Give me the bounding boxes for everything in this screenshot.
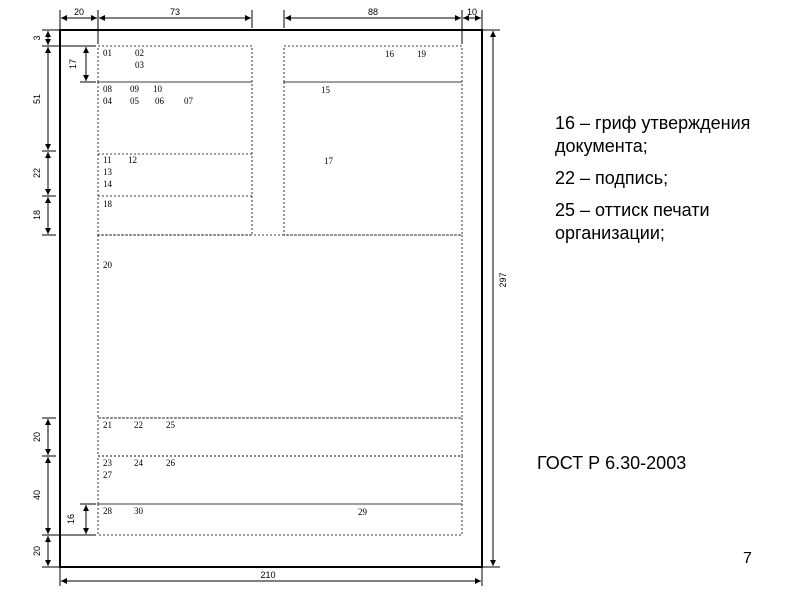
page-number: 7	[743, 550, 752, 567]
field-27: 27	[103, 470, 112, 480]
box-header-left	[98, 46, 252, 82]
field-17: 17	[324, 156, 333, 166]
field-20: 20	[103, 260, 112, 270]
field-21: 21	[103, 420, 112, 430]
right-dimension	[482, 30, 500, 567]
field-18: 18	[103, 199, 112, 209]
field-23: 23	[103, 458, 112, 468]
field-28: 28	[103, 506, 112, 516]
field-01: 01	[103, 48, 112, 58]
field-30: 30	[134, 506, 143, 516]
field-25: 25	[166, 420, 175, 430]
box-addressee-right	[284, 82, 462, 235]
requisite-numbers	[103, 48, 427, 517]
field-15: 15	[321, 85, 330, 95]
field-06: 06	[155, 96, 164, 106]
dim-top-20: 20	[73, 7, 85, 17]
box-text	[98, 235, 462, 418]
dim-left-17: 17	[68, 58, 78, 70]
field-29: 29	[358, 507, 367, 517]
field-11: 11	[103, 155, 112, 165]
field-08: 08	[103, 84, 112, 94]
field-03: 03	[135, 60, 144, 70]
dim-left-20a: 20	[32, 431, 42, 443]
field-13: 13	[103, 167, 112, 177]
field-22: 22	[134, 420, 143, 430]
field-04: 04	[103, 96, 112, 106]
box-executor	[98, 504, 462, 535]
field-02: 02	[135, 48, 144, 58]
dim-bottom-210: 210	[260, 570, 276, 580]
legend	[555, 112, 755, 254]
field-09: 09	[130, 84, 139, 94]
dim-left-16: 16	[66, 513, 76, 525]
legend-item-25: 25 – оттиск печати организации;	[555, 200, 710, 243]
field-10: 10	[153, 84, 162, 94]
dim-right-297: 297	[498, 272, 508, 288]
field-07: 07	[184, 96, 193, 106]
field-24: 24	[134, 458, 143, 468]
legend-item-22: 22 – подпись;	[555, 168, 669, 188]
field-16: 16	[385, 49, 394, 59]
field-12: 12	[128, 155, 137, 165]
top-dimension	[60, 10, 482, 44]
field-05: 05	[130, 96, 139, 106]
dim-top-10: 10	[466, 7, 478, 17]
field-boxes	[98, 46, 462, 535]
dim-left-40: 40	[32, 489, 42, 501]
box-signature	[98, 418, 462, 456]
box-approval	[98, 456, 462, 504]
box-stamp-right	[284, 46, 462, 82]
box-requisites-left	[98, 82, 252, 235]
left-dimension	[42, 30, 96, 567]
dim-left-20b: 20	[32, 545, 42, 557]
dim-left-51: 51	[32, 93, 42, 105]
field-19: 19	[417, 49, 426, 59]
page-border	[60, 30, 482, 567]
field-14: 14	[103, 179, 112, 189]
standard-reference: ГОСТ Р 6.30-2003	[537, 453, 687, 473]
legend-item-16: 16 – гриф утверждения документа;	[555, 113, 751, 156]
dim-left-3: 3	[32, 35, 42, 41]
dim-left-22: 22	[32, 167, 42, 179]
dim-top-88: 88	[367, 7, 379, 17]
dim-left-18: 18	[32, 209, 42, 221]
field-26: 26	[166, 458, 175, 468]
dim-top-73: 73	[169, 7, 181, 17]
